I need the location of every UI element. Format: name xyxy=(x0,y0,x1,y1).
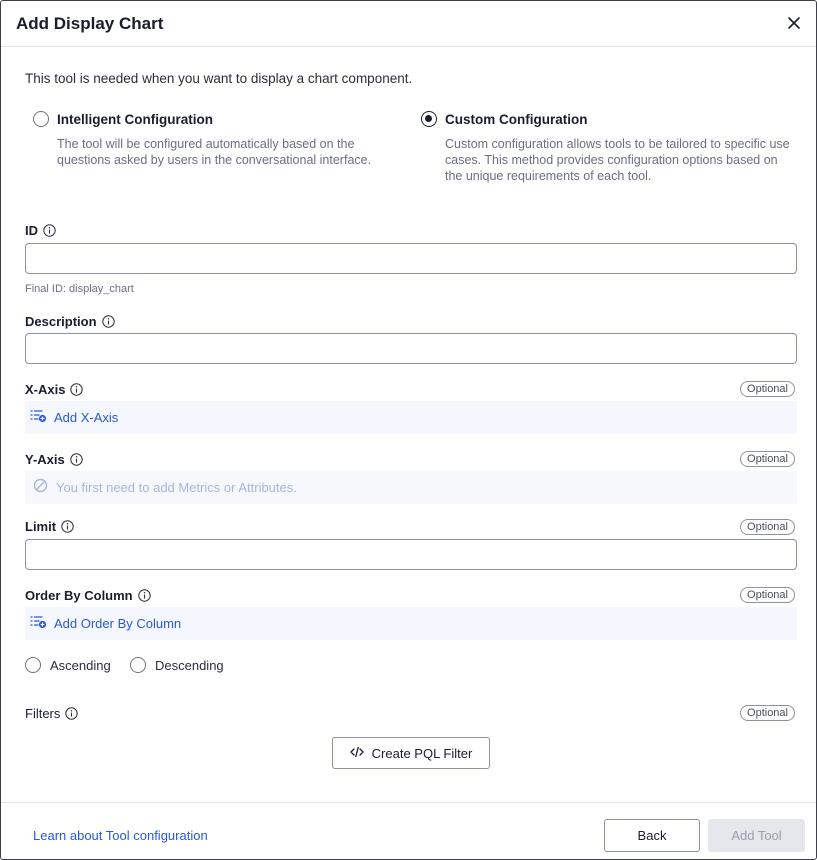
ascending-radio[interactable] xyxy=(25,657,41,673)
info-icon[interactable] xyxy=(102,315,115,328)
order-by-label: Order By Column xyxy=(25,588,151,603)
optional-badge: Optional xyxy=(740,519,795,535)
add-order-by-button[interactable] xyxy=(25,607,797,640)
limit-input[interactable] xyxy=(25,539,797,570)
add-x-axis-label: Add X-Axis xyxy=(54,410,119,425)
ascending-option[interactable] xyxy=(25,657,111,673)
add-tool-button[interactable]: Add Tool xyxy=(708,819,805,852)
id-label: ID xyxy=(25,223,56,238)
intelligent-config-radio[interactable] xyxy=(33,111,49,127)
filters-label: Filters xyxy=(25,706,78,721)
add-order-by-label: Add Order By Column xyxy=(54,616,182,631)
y-axis-label: Y-Axis xyxy=(25,452,83,467)
optional-badge: Optional xyxy=(740,587,795,603)
code-icon xyxy=(350,746,364,761)
custom-config-label: Custom Configuration xyxy=(445,112,588,127)
limit-label: Limit xyxy=(25,519,74,534)
y-axis-disabled-text: You first need to add Metrics or Attributes. xyxy=(56,480,297,495)
descending-label: Descending xyxy=(155,657,224,673)
learn-tool-config-link[interactable]: Learn about Tool configuration xyxy=(33,828,208,843)
info-icon[interactable] xyxy=(61,520,74,533)
descending-option[interactable] xyxy=(130,657,224,673)
intelligent-config-label: Intelligent Configuration xyxy=(57,112,213,127)
dialog-footer xyxy=(1,802,816,859)
final-id-hint: Final ID: display_chart xyxy=(25,283,134,295)
optional-badge: Optional xyxy=(740,705,795,721)
optional-badge: Optional xyxy=(740,381,795,397)
description-label: Description xyxy=(25,314,115,329)
dialog-header xyxy=(1,1,816,47)
prohibited-icon xyxy=(33,478,48,498)
add-list-icon xyxy=(30,614,47,634)
intro-text: This tool is needed when you want to display a chart component. xyxy=(25,71,413,86)
create-pql-filter-button[interactable] xyxy=(332,737,490,769)
ascending-label: Ascending xyxy=(50,657,111,673)
descending-radio[interactable] xyxy=(130,657,146,673)
info-icon[interactable] xyxy=(43,224,56,237)
info-icon[interactable] xyxy=(70,383,83,396)
dialog-title: Add Display Chart xyxy=(16,14,164,33)
custom-config-description: Custom configuration allows tools to be tailored to specific use cases. This method provides configuration options based on the unique requirements of each tool. xyxy=(445,137,790,183)
custom-config-radio[interactable] xyxy=(421,111,437,127)
intelligent-config-description: The tool will be configured automatically based on the questions asked by users in the conversational interface. xyxy=(57,137,372,167)
add-list-icon xyxy=(30,408,47,428)
close-icon[interactable] xyxy=(784,13,804,33)
id-input[interactable] xyxy=(25,243,797,274)
optional-badge: Optional xyxy=(740,451,795,467)
y-axis-disabled-notice xyxy=(25,471,797,504)
info-icon[interactable] xyxy=(70,453,83,466)
info-icon[interactable] xyxy=(65,707,78,720)
add-x-axis-button[interactable] xyxy=(25,401,797,434)
info-icon[interactable] xyxy=(138,589,151,602)
description-input[interactable] xyxy=(25,333,797,364)
create-pql-filter-label: Create PQL Filter xyxy=(371,745,473,761)
x-axis-label: X-Axis xyxy=(25,382,83,397)
back-button[interactable]: Back xyxy=(604,819,700,852)
